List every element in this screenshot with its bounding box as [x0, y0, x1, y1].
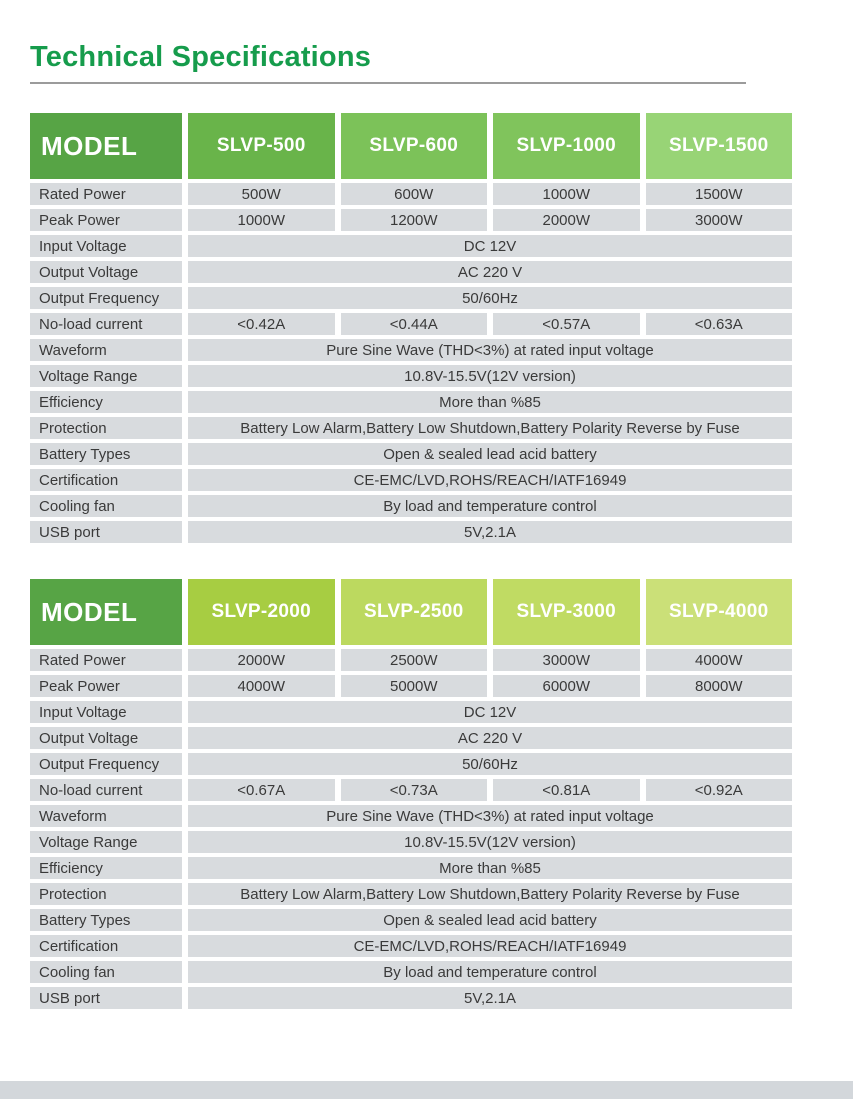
row-label-no-load-current: No-load current [30, 779, 182, 801]
spec-value: 2500W [341, 649, 488, 671]
model-header-cell: MODEL [30, 113, 182, 179]
spec-value: Open & sealed lead acid battery [188, 909, 792, 931]
spec-value: Battery Low Alarm,Battery Low Shutdown,Battery Polarity Reverse by Fuse [188, 883, 792, 905]
spec-value: 1200W [341, 209, 488, 231]
row-label-efficiency: Efficiency [30, 857, 182, 879]
column-header-slvp-1500: SLVP-1500 [646, 113, 793, 179]
spec-value: 3000W [646, 209, 793, 231]
row-label-rated-power: Rated Power [30, 649, 182, 671]
row-label-output-voltage: Output Voltage [30, 261, 182, 283]
spec-value: <0.81A [493, 779, 640, 801]
spec-value: 5000W [341, 675, 488, 697]
row-label-peak-power: Peak Power [30, 675, 182, 697]
row-label-output-voltage: Output Voltage [30, 727, 182, 749]
spec-value: More than %85 [188, 857, 792, 879]
spec-value: 500W [188, 183, 335, 205]
column-header-slvp-600: SLVP-600 [341, 113, 488, 179]
spec-value: DC 12V [188, 235, 792, 257]
spec-value: 8000W [646, 675, 793, 697]
spec-value: By load and temperature control [188, 495, 792, 517]
row-label-voltage-range: Voltage Range [30, 365, 182, 387]
row-label-cooling-fan: Cooling fan [30, 495, 182, 517]
spec-value: 10.8V-15.5V(12V version) [188, 365, 792, 387]
spec-value: 10.8V-15.5V(12V version) [188, 831, 792, 853]
row-label-no-load-current: No-load current [30, 313, 182, 335]
spec-value: 2000W [493, 209, 640, 231]
row-label-input-voltage: Input Voltage [30, 235, 182, 257]
spec-value: AC 220 V [188, 727, 792, 749]
footer-bar [0, 1081, 853, 1099]
column-header-slvp-4000: SLVP-4000 [646, 579, 793, 645]
row-label-input-voltage: Input Voltage [30, 701, 182, 723]
spec-value: Battery Low Alarm,Battery Low Shutdown,Battery Polarity Reverse by Fuse [188, 417, 792, 439]
spec-value: 6000W [493, 675, 640, 697]
spec-value: 1000W [493, 183, 640, 205]
column-header-slvp-2500: SLVP-2500 [341, 579, 488, 645]
spec-value: <0.67A [188, 779, 335, 801]
column-header-slvp-1000: SLVP-1000 [493, 113, 640, 179]
spec-value: CE-EMC/LVD,ROHS/REACH/IATF16949 [188, 469, 792, 491]
spec-value: <0.92A [646, 779, 793, 801]
row-label-output-frequency: Output Frequency [30, 287, 182, 309]
spec-value: DC 12V [188, 701, 792, 723]
spec-table-slvp-2000-4000 [30, 579, 792, 1009]
spec-value: 50/60Hz [188, 753, 792, 775]
spec-value: 50/60Hz [188, 287, 792, 309]
row-label-voltage-range: Voltage Range [30, 831, 182, 853]
row-label-rated-power: Rated Power [30, 183, 182, 205]
row-label-waveform: Waveform [30, 805, 182, 827]
spec-value: 5V,2.1A [188, 521, 792, 543]
row-label-certification: Certification [30, 469, 182, 491]
column-header-slvp-500: SLVP-500 [188, 113, 335, 179]
spec-value: Pure Sine Wave (THD<3%) at rated input voltage [188, 805, 792, 827]
spec-value: <0.63A [646, 313, 793, 335]
spec-value: <0.42A [188, 313, 335, 335]
spec-table-slvp-500-1500 [30, 113, 792, 543]
title-underline [30, 82, 746, 84]
spec-value: 2000W [188, 649, 335, 671]
spec-value: By load and temperature control [188, 961, 792, 983]
row-label-battery-types: Battery Types [30, 909, 182, 931]
column-header-slvp-3000: SLVP-3000 [493, 579, 640, 645]
row-label-protection: Protection [30, 417, 182, 439]
row-label-usb-port: USB port [30, 987, 182, 1009]
row-label-certification: Certification [30, 935, 182, 957]
row-label-efficiency: Efficiency [30, 391, 182, 413]
column-header-slvp-2000: SLVP-2000 [188, 579, 335, 645]
row-label-protection: Protection [30, 883, 182, 905]
row-label-waveform: Waveform [30, 339, 182, 361]
spec-value: 4000W [188, 675, 335, 697]
row-label-cooling-fan: Cooling fan [30, 961, 182, 983]
spec-value: 1500W [646, 183, 793, 205]
spec-value: 1000W [188, 209, 335, 231]
spec-value: <0.44A [341, 313, 488, 335]
spec-value: Pure Sine Wave (THD<3%) at rated input voltage [188, 339, 792, 361]
spec-value: 5V,2.1A [188, 987, 792, 1009]
row-label-usb-port: USB port [30, 521, 182, 543]
spec-value: 600W [341, 183, 488, 205]
spec-value: CE-EMC/LVD,ROHS/REACH/IATF16949 [188, 935, 792, 957]
page-title: Technical Specifications [30, 41, 372, 73]
spec-value: More than %85 [188, 391, 792, 413]
spec-value: 4000W [646, 649, 793, 671]
model-header-cell: MODEL [30, 579, 182, 645]
spec-value: <0.57A [493, 313, 640, 335]
spec-value: Open & sealed lead acid battery [188, 443, 792, 465]
spec-value: AC 220 V [188, 261, 792, 283]
row-label-peak-power: Peak Power [30, 209, 182, 231]
row-label-output-frequency: Output Frequency [30, 753, 182, 775]
spec-value: <0.73A [341, 779, 488, 801]
row-label-battery-types: Battery Types [30, 443, 182, 465]
spec-value: 3000W [493, 649, 640, 671]
